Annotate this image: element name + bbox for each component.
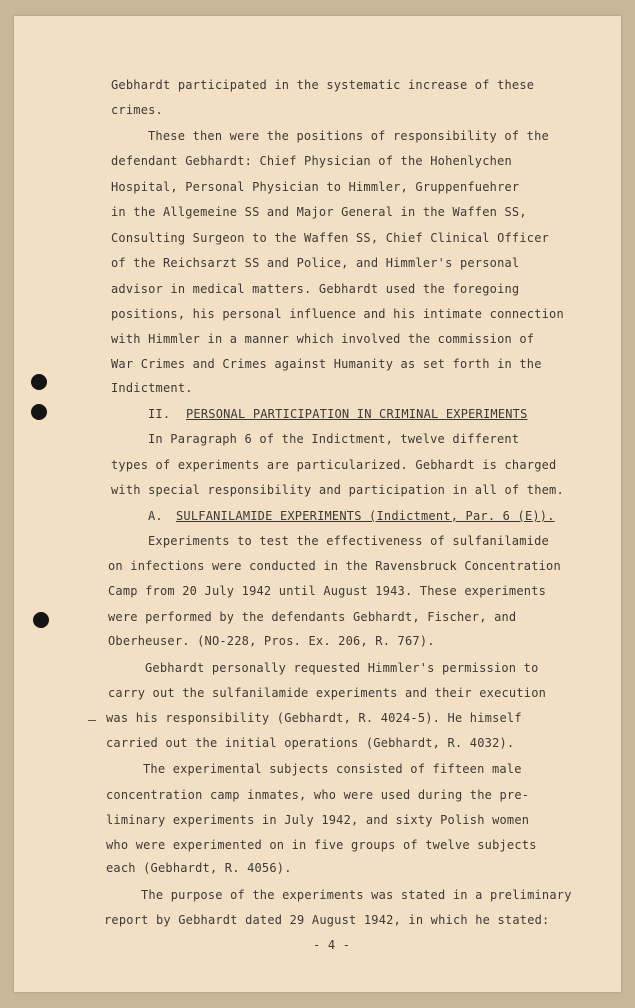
text-line: Gebhardt personally requested Himmler's permission to [145,661,539,675]
text-line: concentration camp inmates, who were used during the pre- [106,788,530,802]
text-line: of the Reichsarzt SS and Police, and Himmler's personal [111,256,520,270]
text-line: report by Gebhardt dated 29 August 1942, in which he stated: [104,913,550,927]
punch-hole-bottom [33,612,49,628]
punch-hole-middle [31,404,47,420]
page-number: - 4 - [313,938,351,952]
section-heading: PERSONAL PARTICIPATION IN CRIMINAL EXPERIMENTS [186,407,528,421]
text-line: The experimental subjects consisted of fifteen male [143,762,522,776]
text-line: War Crimes and Crimes against Humanity as set forth in the [111,357,542,371]
text-line: These then were the positions of responsibility of the [148,129,549,143]
text-line: The purpose of the experiments was stated in a preliminary [141,888,572,902]
text-line: with special responsibility and participation in all of them. [111,483,564,497]
text-line: Indictment. [111,381,193,395]
text-line: advisor in medical matters. Gebhardt used the foregoing [111,282,520,296]
text-line: carry out the sulfanilamide experiments and their execution [108,686,547,700]
text-line: defendant Gebhardt: Chief Physician of the Hohenlychen [111,154,512,168]
margin-mark [88,720,96,721]
text-line: were performed by the defendants Gebhardt, Fischer, and [108,610,517,624]
text-line: Hospital, Personal Physician to Himmler, Gruppenfuehrer [111,180,520,194]
text-line: crimes. [111,103,163,117]
punch-hole-top [31,374,47,390]
text-line: with Himmler in a manner which involved the commission of [111,332,535,346]
text-line: types of experiments are particularized. Gebhardt is charged [111,458,557,472]
text-line: liminary experiments in July 1942, and sixty Polish women [106,813,530,827]
text-line: Gebhardt participated in the systematic increase of these [111,78,535,92]
text-line: Experiments to test the effectiveness of sulfanilamide [148,534,549,548]
subsection-heading: SULFANILAMIDE EXPERIMENTS (Indictment, Par. 6 (E)). [176,509,555,523]
text-line: was his responsibility (Gebhardt, R. 4024-5). He himself [106,711,522,725]
text-line: who were experimented on in five groups of twelve subjects [106,838,537,852]
text-line: Oberheuser. (NO-228, Pros. Ex. 206, R. 767). [108,634,435,648]
text-line: on infections were conducted in the Ravensbruck Concentration [108,559,561,573]
subsection-letter: A. [148,509,163,523]
section-number: II. [148,407,171,421]
text-line: each (Gebhardt, R. 4056). [106,861,292,875]
text-line: carried out the initial operations (Gebhardt, R. 4032). [106,736,515,750]
text-line: Camp from 20 July 1942 until August 1943. These experiments [108,584,547,598]
text-line: positions, his personal influence and his intimate connection [111,307,564,321]
text-line: In Paragraph 6 of the Indictment, twelve different [148,432,520,446]
text-line: Consulting Surgeon to the Waffen SS, Chief Clinical Officer [111,231,550,245]
text-line: in the Allgemeine SS and Major General in the Waffen SS, [111,205,527,219]
